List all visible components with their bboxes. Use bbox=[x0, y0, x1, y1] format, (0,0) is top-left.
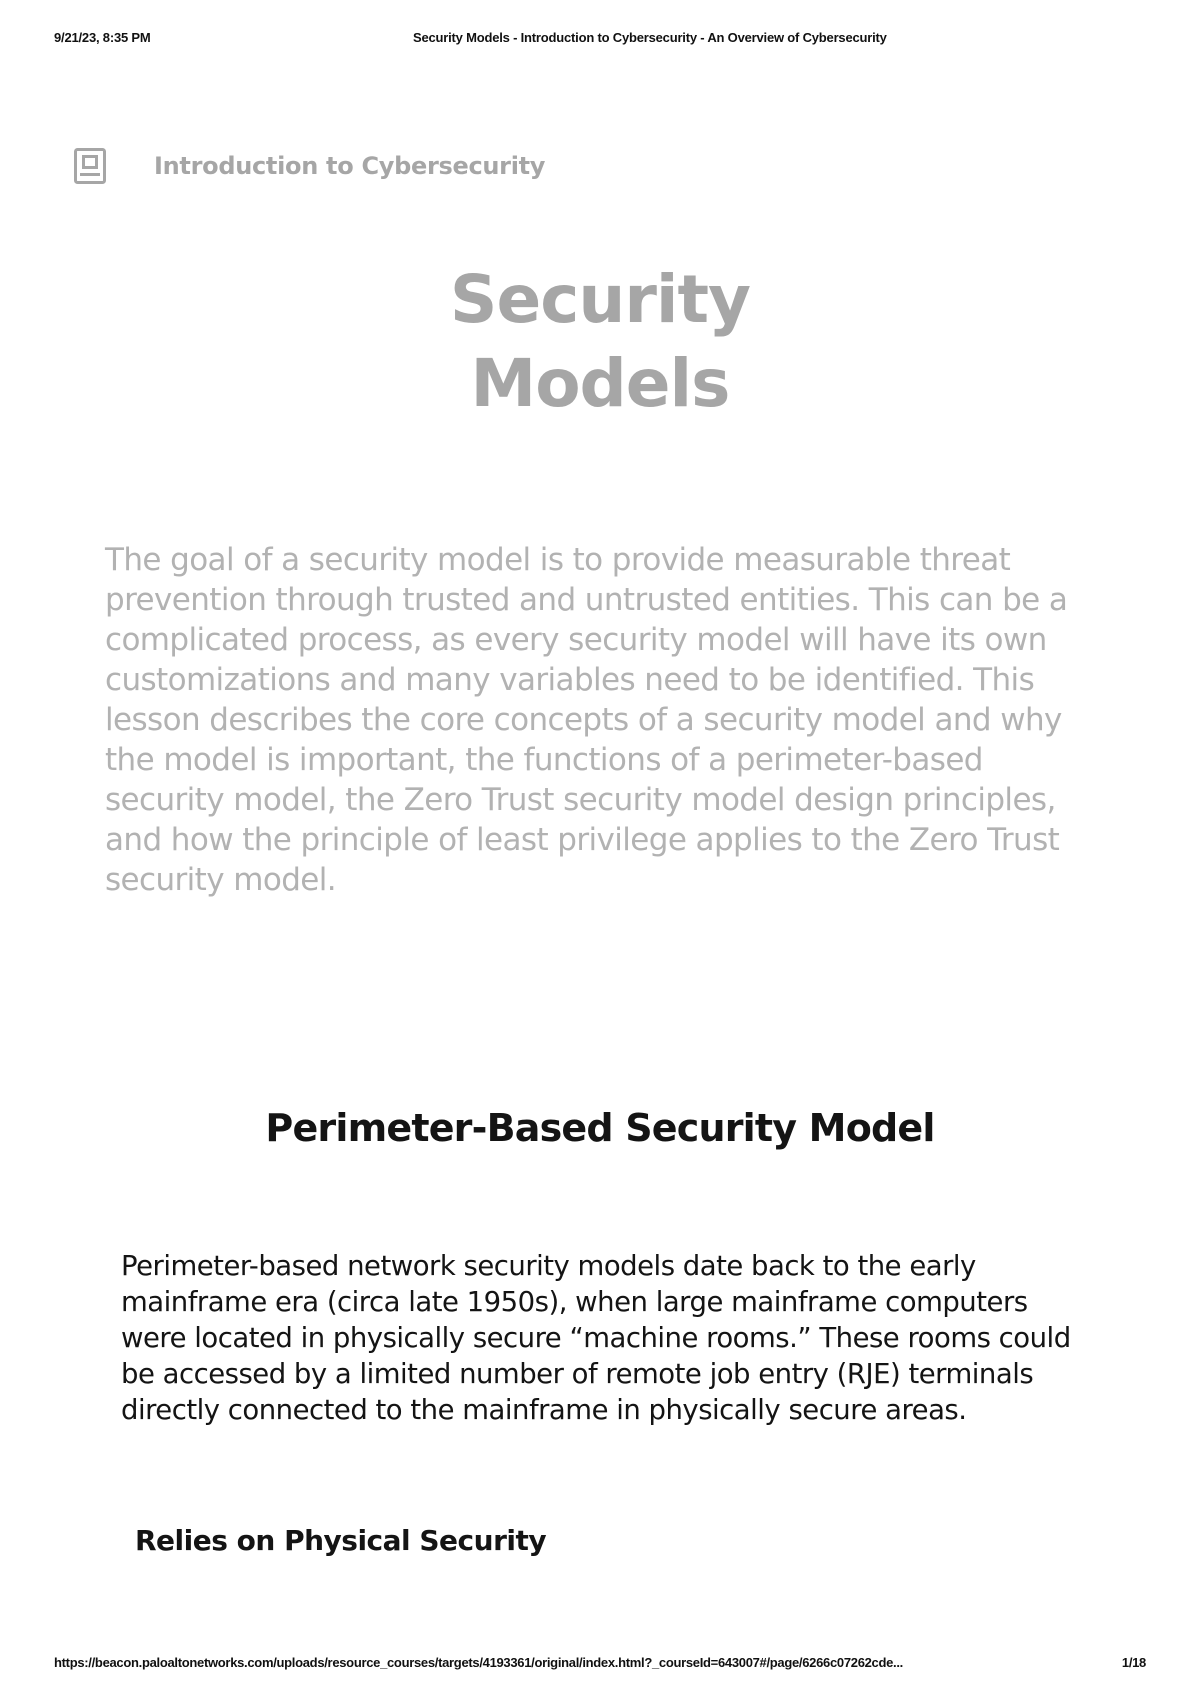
section-subheading: Relies on Physical Security bbox=[135, 1524, 547, 1557]
print-datetime: 9/21/23, 8:35 PM bbox=[54, 30, 151, 45]
lesson-title bbox=[0, 258, 1200, 426]
print-header bbox=[54, 30, 1146, 48]
course-bar bbox=[74, 148, 545, 184]
course-title[interactable]: Introduction to Cybersecurity bbox=[154, 152, 546, 180]
print-document-title: Security Models - Introduction to Cybersecurity - An Overview of Cybersecurity bbox=[413, 30, 887, 45]
section-body: Perimeter-based network security models date back to the early mainframe era (circa late 1950s), when large mainframe computers were located in physically secure “machine rooms.” These rooms could be accessed by a limited number of remote job entry (RJE) terminals directly connected to the mainframe in physically secure areas. bbox=[121, 1250, 1071, 1426]
print-url: https://beacon.paloaltonetworks.com/uploads/resource_courses/targets/4193361/original/index.html?_courseId=643007#/page/6266c07262cde... bbox=[54, 1655, 903, 1670]
lesson-title-line2: Models bbox=[470, 345, 730, 422]
section-heading: Perimeter-Based Security Model bbox=[265, 1106, 935, 1150]
print-footer bbox=[54, 1655, 1146, 1673]
lesson-title-line1: Security bbox=[449, 261, 751, 338]
lesson-intro: The goal of a security model is to provide measurable threat prevention through trusted and untrusted entities. This can be a complicated process, as every security model will have its own customizations and many variables need to be identified. This lesson describes the core concepts of a security model and why the model is important, the functions of a perimeter-based security model, the Zero Trust security model design principles, and how the principle of least privilege applies to the Zero Trust security model. bbox=[105, 542, 1068, 898]
page-indicator: 1/18 bbox=[1121, 1655, 1146, 1670]
book-icon[interactable] bbox=[74, 148, 106, 184]
